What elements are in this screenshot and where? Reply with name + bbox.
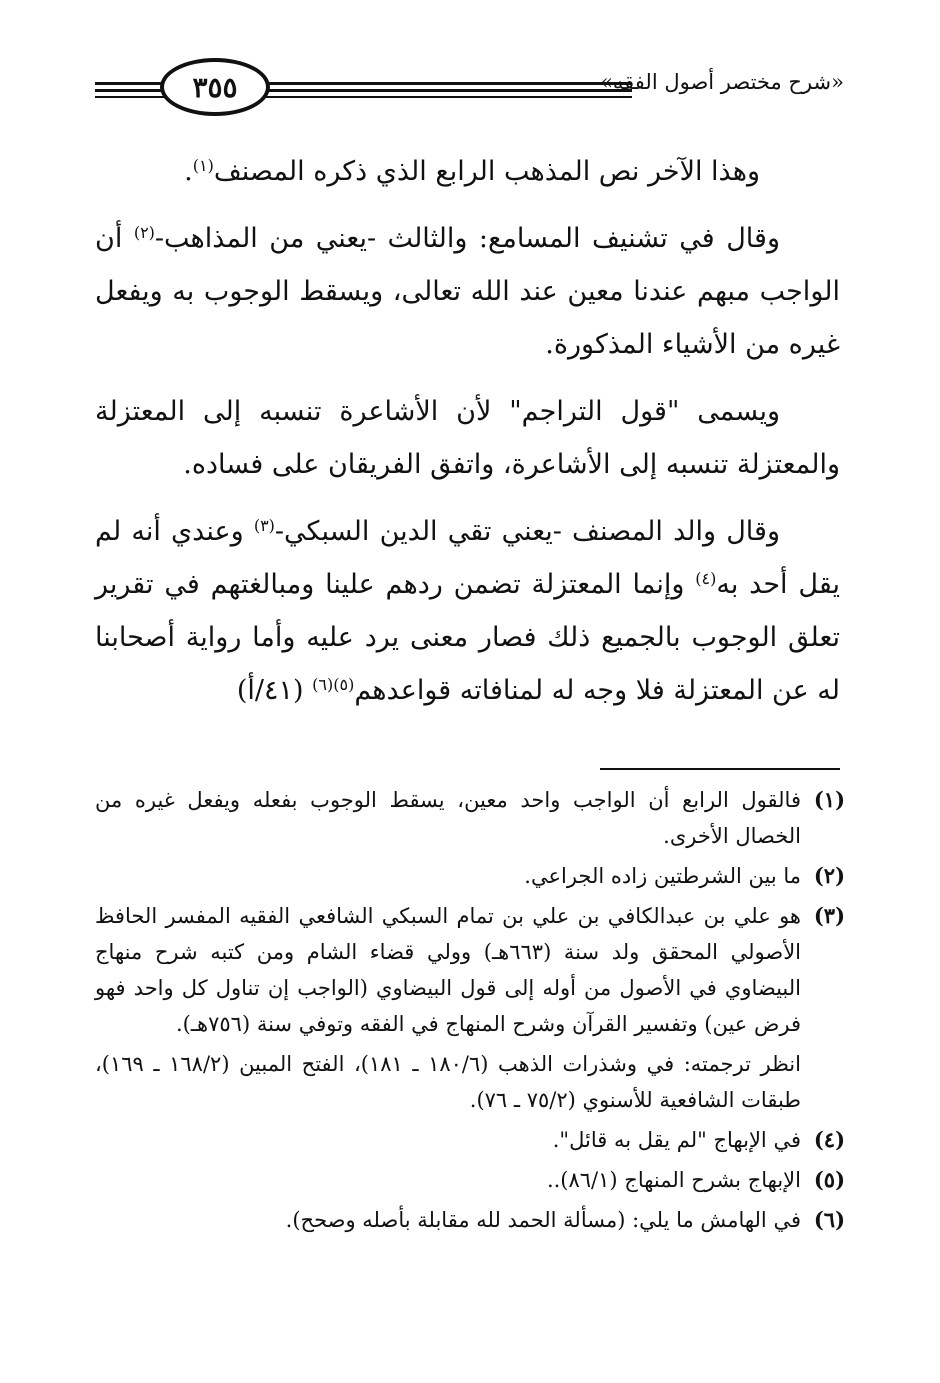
main-text: [95, 145, 840, 731]
footnote-number: (٦): [813, 1207, 845, 1232]
paragraph-2: [95, 212, 840, 371]
manuscript-folio-ref: (٤١/أ): [236, 675, 313, 706]
footnote-number: (٤): [813, 1127, 845, 1152]
paragraph-4-text-a: وقال والد المصنف -يعني تقي الدين السبكي-: [274, 516, 780, 547]
footnote-text: في الإبهاج "لم يقل به قائل".: [552, 1128, 801, 1152]
footnote-text: هو علي بن عبدالكافي بن علي بن تمام السبكي الشافعي الفقيه المفسر الحافظ الأصولي المحقق ولد سنة (٦٦٣هـ) وولي قضاء الشام ومن كتبه شرح منهاج البيضاوي في الأصول من أوله إلى قول البيضاوي (الواجب إن تناول كل واحد فهو فرض عين) وتفسير القرآن وشرح المنهاج في الفقه وتوفي سنة (٧٥٦هـ).: [95, 904, 802, 1036]
paragraph-2-text-a: وقال في تشنيف المسامع: والثالث -يعني من المذاهب-: [154, 223, 780, 254]
paragraph-3: ويسمى "قول التراجم" لأن الأشاعرة تنسبه إلى المعتزلة والمعتزلة تنسبه إلى الأشاعرة، واتفق الفريقان على فساده.: [95, 396, 840, 480]
footnotes: [95, 782, 845, 1242]
footnote-2: [95, 858, 845, 894]
footnote-ref-5-6: (٥)(٦): [312, 675, 355, 694]
footnote-text: فالقول الرابع أن الواجب واحد معين، يسقط الوجوب بفعله ويفعل غيره من الخصال الأخرى.: [95, 788, 801, 848]
footnote-number: (٥): [813, 1167, 845, 1192]
footnote-4: [95, 1122, 845, 1158]
paragraph-1-end: .: [184, 156, 193, 187]
footnote-ref-1: (١): [192, 156, 214, 175]
paragraph-1-text: وهذا الآخر نص المذهب الرابع الذي ذكره المصنف: [213, 156, 760, 187]
header-rule-right: [258, 82, 632, 98]
paragraph-2-text-b: أن الواجب مبهم عندنا معين عند الله تعالى، ويسقط الوجوب به ويفعل غيره من الأشياء المذكورة.: [95, 223, 840, 360]
paragraph-4-text-b: وعندي أنه لم يقل أحد به: [95, 516, 840, 600]
footnote-separator: [600, 768, 840, 770]
footnote-ref-4: (٤): [695, 569, 717, 588]
paragraph-4-text-c: وإنما المعتزلة تضمن ردهم علينا ومبالغتهم في تقرير تعلق الوجوب بالجميع ذلك فصار معنى يرد عليه وأما رواية أصحابنا له عن المعتزلة فلا وجه له لمنافاته قواعدهم: [95, 569, 840, 706]
footnote-number: (١): [813, 787, 845, 812]
footnote-ref-3: (٣): [253, 516, 275, 535]
footnote-1: [95, 782, 845, 854]
footnote-text: ما بين الشرطتين زاده الجراعي.: [524, 864, 801, 888]
footnote-5: [95, 1162, 845, 1198]
footnote-text: الإبهاج بشرح المنهاج (٨٦/١)..: [546, 1168, 801, 1192]
running-title: «شرح مختصر أصول الفقه»: [600, 70, 844, 94]
footnote-number: (٣): [813, 903, 845, 928]
page-number: ٣٥٥: [160, 58, 270, 116]
paragraph-4: [95, 505, 840, 717]
footnote-text: في الهامش ما يلي: (مسألة الحمد لله مقابلة بأصله وصحح).: [285, 1208, 801, 1232]
footnote-3: [95, 898, 845, 1042]
footnote-6: [95, 1202, 845, 1238]
paragraph-1: [95, 145, 840, 198]
footnote-ref-2: (٢): [133, 223, 155, 242]
footnote-number: (٢): [813, 863, 845, 888]
footnote-3-continuation: انظر ترجمته: في وشذرات الذهب (١٨٠/٦ ـ ١٨١)، الفتح المبين (١٦٨/٢ ـ ١٦٩)، طبقات الشافعية للأسنوي (٧٥/٢ ـ ٧٦).: [95, 1052, 801, 1112]
